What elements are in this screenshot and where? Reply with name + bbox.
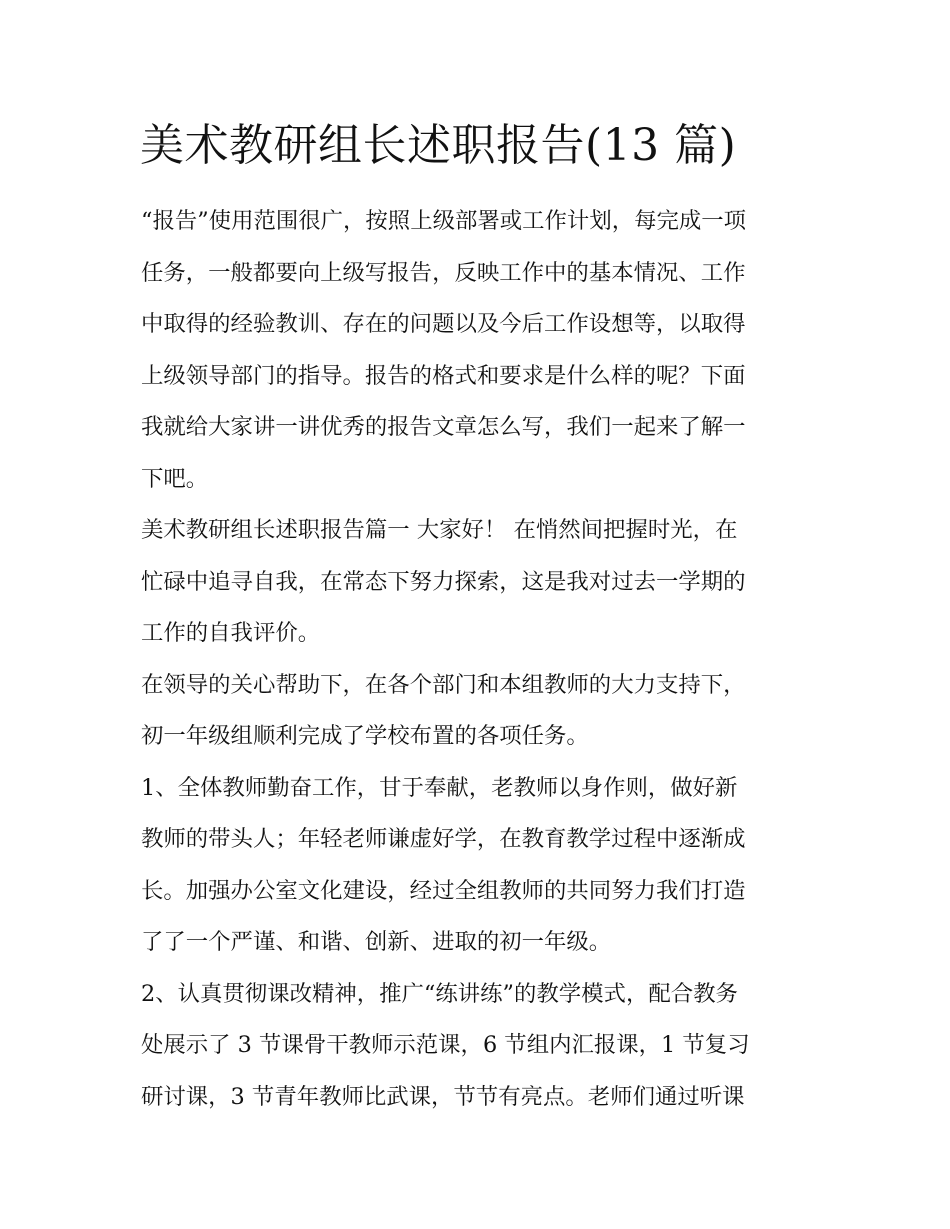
text-line: 上级领导部门的指导。报告的格式和要求是什么样的呢？下面 [141, 362, 746, 389]
text-line: 下吧。 [141, 465, 209, 492]
text-line: 工作的自我评价。 [141, 620, 321, 646]
text-line: 长。加强办公室文化建设，经过全组教师的共同努力我们打造 [141, 877, 746, 904]
paragraph-intro [141, 196, 813, 505]
paragraph-item-2 [141, 969, 813, 1124]
paragraph-section-one-opening [141, 505, 813, 660]
paragraph-support [141, 660, 813, 763]
text-line: “报告”使用范围很广，按照上级部署或工作计划，每完成一项 [141, 208, 747, 234]
text-line: 在领导的关心帮助下，在各个部门和本组教师的大力支持下， [141, 671, 746, 698]
text-line: 了了一个严谨、和谐、创新、进取的初一年级。 [141, 929, 612, 955]
text-line: 研讨课，3 节青年教师比武课，节节有亮点。老师们通过听课 [141, 1083, 745, 1110]
text-line: 我就给大家讲一讲优秀的报告文章怎么写，我们一起来了解一 [141, 414, 746, 440]
text-line: 任务，一般都要向上级写报告，反映工作中的基本情况、工作 [141, 259, 746, 286]
text-line: 美术教研组长述职报告篇一 大家好！ 在悄然间把握时光，在 [141, 517, 738, 543]
text-line: 1、全体教师勤奋工作，甘于奉献，老教师以身作则，做好新 [141, 774, 738, 801]
text-line: 忙碌中追寻自我，在常态下努力探索，这是我对过去一学期的 [141, 568, 746, 595]
text-line: 教师的带头人；年轻老师谦虚好学，在教育教学过程中逐渐成 [141, 826, 746, 852]
document-body [141, 196, 813, 1123]
text-line: 2、认真贯彻课改精神，推广“练讲练”的教学模式，配合教务 [141, 980, 738, 1007]
document-title: 美术教研组长述职报告(13 篇) [140, 120, 737, 171]
text-line: 初一年级组顺利完成了学校布置的各项任务。 [141, 723, 589, 749]
text-line: 处展示了 3 节课骨干教师示范课，6 节组内汇报课，1 节复习 [141, 1032, 750, 1058]
text-line: 中取得的经验教训、存在的问题以及今后工作设想等，以取得 [141, 311, 746, 337]
paragraph-item-1 [141, 763, 813, 969]
